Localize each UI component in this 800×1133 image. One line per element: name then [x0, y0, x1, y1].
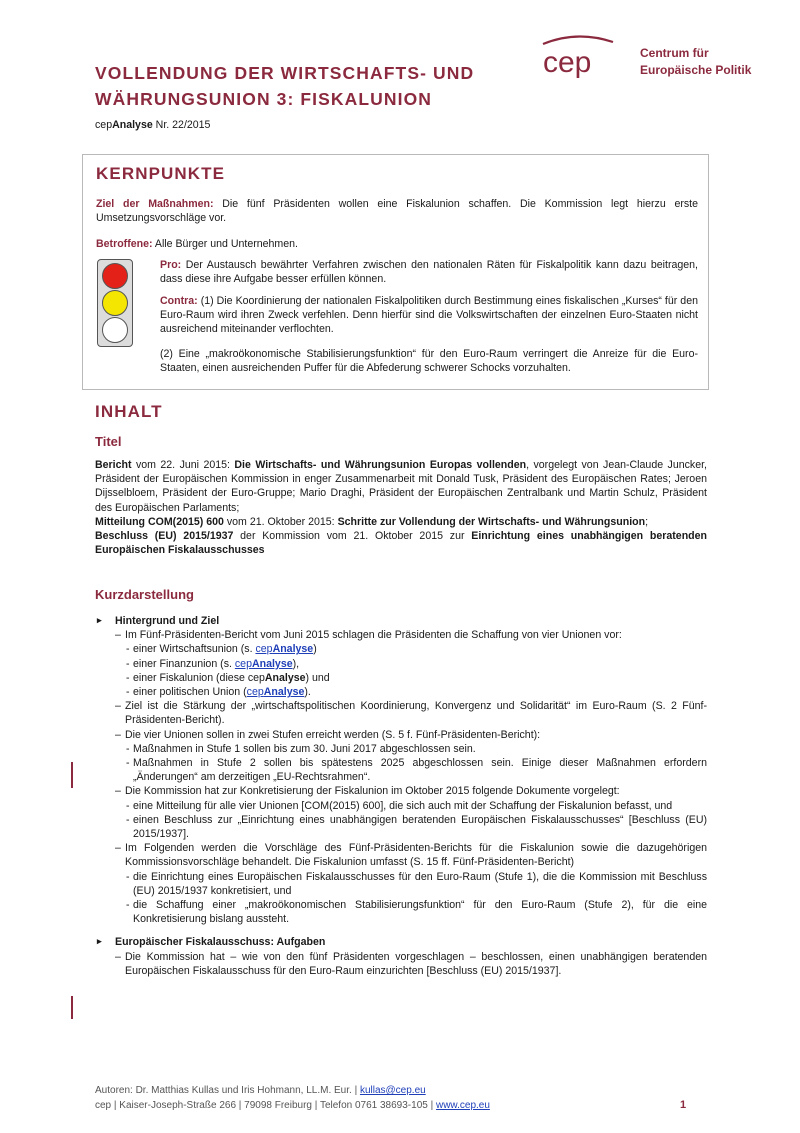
contra-paragraph	[160, 294, 698, 337]
betroffene-paragraph	[96, 237, 698, 251]
link-cep: cep	[234, 657, 252, 670]
bericht-text: , vorgelegt von Jean-Claude Juncker, Präsident der Europäischen Kommission in enger Zusammenarbeit mit Donald Tusk, Präsident des Europäischen Rates; Jeroen Dijsselbloem, Präsident der Euro-Gruppe; Mario Draghi, Präsident der Europäischen Zentralbank und Martin Schulz, Präsident des Europäischen Parlaments;	[95, 459, 707, 514]
list-item-text: )	[313, 643, 317, 656]
spacer	[95, 926, 707, 935]
list-item-text: die Einrichtung eines Europäischen Fiskalausschusses für den Euro-Raum (Stufe 1), die die Kommission mit Beschluss (EU) 2015/1937 konkretisiert, und	[133, 870, 707, 897]
mitteilung-paragraph	[95, 515, 707, 529]
list-item-text: Maßnahmen in Stufe 1 sollen bis zum 30. Juni 2017 abgeschlossen sein.	[133, 742, 476, 755]
change-bar	[71, 762, 73, 788]
list-item	[95, 642, 707, 656]
dash-marker: –	[115, 785, 121, 798]
beschluss-date: der Kommission vom 21. Oktober 2015 zur	[233, 530, 472, 543]
section-fiskalausschuss: ▸ Europäischer Fiskalausschuss: Aufgaben	[95, 935, 707, 949]
page-footer	[95, 1083, 707, 1113]
kernpunkte-title: KERNPUNKTE	[96, 164, 226, 183]
sub-marker: -	[126, 643, 130, 656]
mitteilung-date: vom 21. Oktober 2015:	[223, 515, 338, 528]
list-item-bold: Analyse	[264, 671, 306, 684]
cepanalyse-link[interactable]	[255, 643, 313, 655]
list-item	[95, 657, 707, 671]
titel-heading: Titel	[95, 434, 122, 449]
change-bar	[71, 996, 73, 1019]
cepanalyse-link[interactable]	[247, 686, 305, 698]
list-item	[95, 728, 707, 742]
list-item	[95, 671, 707, 685]
list-item	[95, 784, 707, 798]
mitteilung-label: Mitteilung COM(2015) 600	[95, 515, 224, 528]
kernpunkte-box	[82, 154, 709, 390]
contra2-paragraph: (2) Eine „makroökonomische Stabilisierungsfunktion“ für den Euro-Raum verringert die Anreize für die Euro-Staaten, einen ausreichenden Puffer für die Abfederung schwerer Schocks vorzuhalten.	[160, 348, 698, 375]
contra-label: Contra:	[160, 295, 198, 307]
cepanalyse-link[interactable]	[235, 658, 293, 670]
series-bold: Analyse	[112, 119, 153, 131]
betroffene-label: Betroffene:	[96, 238, 153, 250]
series-prefix: cep	[95, 119, 113, 131]
sub-marker: -	[126, 899, 130, 912]
sub-marker: -	[126, 799, 130, 812]
ziel-label: Ziel der Maßnahmen:	[96, 198, 214, 210]
list-item	[95, 756, 707, 784]
dash-marker: –	[115, 700, 121, 713]
traffic-light-icon	[97, 259, 133, 347]
kurzdarstellung-body	[95, 614, 707, 978]
logo-text	[640, 45, 751, 79]
pro-label: Pro:	[160, 259, 182, 271]
bericht-paragraph	[95, 458, 707, 515]
footer-address	[95, 1098, 707, 1113]
mitteilung-title: Schritte zur Vollendung der Wirtschafts- und Währungsunion	[337, 515, 646, 528]
footer-authors	[95, 1083, 707, 1098]
list-item	[95, 813, 707, 841]
list-item-text: die Schaffung einer „makroökonomischen Stabilisierungsfunktion“ für den Euro-Raum (Stufe 2), für die eine Konkretisierung bislang aussteht.	[133, 899, 707, 926]
bericht-label: Bericht	[95, 459, 132, 471]
list-item	[95, 799, 707, 813]
sub-marker: -	[126, 757, 130, 770]
yellow-lamp-icon	[102, 290, 128, 316]
logo-line-2: Europäische Politik	[640, 63, 752, 77]
link-analyse: Analyse	[272, 643, 314, 656]
list-item	[95, 841, 707, 869]
title-line-2: WÄHRUNGSUNION 3: FISKALUNION	[95, 89, 433, 109]
list-item-text: einer Fiskalunion (diese cep	[133, 671, 265, 684]
link-analyse: Analyse	[251, 657, 293, 670]
title-line-1: VOLLENDUNG DER WIRTSCHAFTS- UND	[95, 63, 475, 83]
list-item-text: einen Beschluss zur „Einrichtung eines unabhängigen beratenden Europäischen Fiskalausschusses“ [Beschluss (EU) 2015/1937].	[133, 813, 707, 841]
list-item-text: ),	[292, 657, 300, 670]
list-item-text: ).	[304, 686, 311, 699]
beschluss-title: Einrichtung eines unabhängigen beratenden Europäischen Fiskalausschusses	[95, 530, 708, 557]
list-item-text: Ziel ist die Stärkung der „wirtschaftspolitischen Koordinierung, Konvergenz und Solidarität“ im Euro-Raum (S. 2 Fünf-Präsidenten-Bericht).	[125, 700, 707, 727]
ziel-text: Die fünf Präsidenten wollen eine Fiskalunion schaffen. Die Kommission legt hierzu erste Umsetzungsvorschläge vor.	[96, 198, 698, 225]
mitteilung-end: ;	[645, 515, 649, 528]
pro-paragraph	[160, 258, 698, 286]
list-item	[95, 699, 707, 727]
list-item	[95, 742, 707, 756]
sub-marker: -	[126, 813, 130, 826]
list-item-text: Die Kommission hat – wie von den fünf Präsidenten vorgeschlagen – beschlossen, einen unabhängigen beratenden Europäischen Fiskalausschuss für den Euro-Raum einzurichten [Beschluss (EU) 2015/1937].	[125, 950, 707, 977]
list-item-text: eine Mitteilung für alle vier Unionen [COM(2015) 600], die sich auch mit der Schaffung der Fiskalunion befasst, und	[133, 799, 673, 812]
sub-marker: -	[126, 742, 130, 755]
logo-arc-icon	[543, 36, 613, 44]
sub-marker: -	[126, 657, 130, 670]
list-item-text: Die vier Unionen sollen in zwei Stufen erreicht werden (S. 5 f. Fünf-Präsidenten-Bericht):	[125, 728, 541, 741]
list-item-text: Im Folgenden werden die Vorschläge des Fünf-Präsidenten-Berichts für die Fiskalunion sowie die dazugehörigen Kommissionsvorschläge behandelt. Die Fiskalunion umfasst (S. 15 ff. Fünf-Präsidenten-Bericht)	[125, 842, 707, 869]
red-lamp-icon	[102, 263, 128, 289]
list-item-text: einer Finanzunion (s.	[133, 657, 235, 670]
list-item-text: ) und	[305, 671, 330, 684]
section-hintergrund: ▸ Hintergrund und Ziel	[95, 614, 707, 628]
bericht-title: Die Wirtschafts- und Währungsunion Europas vollenden	[234, 459, 527, 471]
ziel-paragraph	[96, 197, 698, 225]
list-item-text: einer Wirtschaftsunion (s.	[133, 643, 256, 656]
website-link[interactable]: www.cep.eu	[435, 1100, 490, 1111]
analysis-number	[95, 118, 210, 132]
link-cep: cep	[246, 686, 264, 699]
inhalt-title: INHALT	[95, 402, 163, 421]
list-item	[95, 898, 707, 926]
link-cep: cep	[255, 643, 273, 656]
sub-marker: -	[126, 671, 130, 684]
titel-body	[95, 458, 707, 557]
white-lamp-icon	[102, 317, 128, 343]
beschluss-paragraph	[95, 529, 707, 557]
page-number: 1	[680, 1099, 687, 1111]
list-item	[95, 870, 707, 898]
dash-marker: –	[115, 842, 121, 855]
kurzdarstellung-heading: Kurzdarstellung	[95, 587, 194, 602]
list-item-text: Im Fünf-Präsidenten-Bericht vom Juni 2015 schlagen die Präsidenten die Schaffung von vier Unionen vor:	[125, 629, 622, 642]
list-item	[95, 950, 707, 978]
bericht-date: vom 22. Juni 2015:	[131, 459, 235, 471]
dash-marker: –	[115, 950, 121, 963]
logo-mark: cep	[543, 46, 592, 79]
address-text: cep | Kaiser-Joseph-Straße 266 | 79098 Freiburg | Telefon 0761 38693-105 |	[95, 1100, 436, 1111]
document-title	[95, 60, 555, 112]
list-item	[95, 685, 707, 699]
pro-text: Der Austausch bewährter Verfahren zwischen den nationalen Räten für Fiskalpolitik kann dazu beitragen, dass diese ihre Aufgabe besser erfüllen können.	[160, 259, 698, 286]
beschluss-label: Beschluss (EU) 2015/1937	[95, 530, 234, 543]
betroffene-text: Alle Bürger und Unternehmen.	[152, 238, 298, 250]
list-item-text: einer politischen Union (	[133, 686, 247, 699]
email-link[interactable]: kullas@cep.eu	[359, 1085, 426, 1096]
sub-marker: -	[126, 870, 130, 883]
series-number: Nr. 22/2015	[152, 119, 211, 131]
authors-text: Autoren: Dr. Matthias Kullas und Iris Hohmann, LL.M. Eur. |	[95, 1085, 360, 1096]
list-item-text: Maßnahmen in Stufe 2 sollen bis spätestens 2025 abgeschlossen sein. Einige dieser Maßnahmen erfordern „Änderungen“ am derzeitigen „EU-Rechtsrahmen“.	[133, 757, 707, 784]
list-item	[95, 628, 707, 642]
logo-line-1: Centrum für	[640, 46, 709, 60]
dash-marker: –	[115, 728, 121, 741]
list-item-text: Die Kommission hat zur Konkretisierung der Fiskalunion im Oktober 2015 folgende Dokumente vorgelegt:	[125, 785, 620, 798]
link-analyse: Analyse	[263, 686, 305, 699]
sub-marker: -	[126, 686, 130, 699]
contra-text: (1) Die Koordinierung der nationalen Fiskalpolitiken durch Bestimmung eines fiskalischen „Kurses“ für den Euro-Raum wird ihren Zweck verfehlen. Denn hierfür sind die Volkswirtschaften der einzelnen Euro-Staaten nicht ausreichend miteinander verflochten.	[160, 295, 698, 336]
dash-marker: –	[115, 629, 121, 642]
